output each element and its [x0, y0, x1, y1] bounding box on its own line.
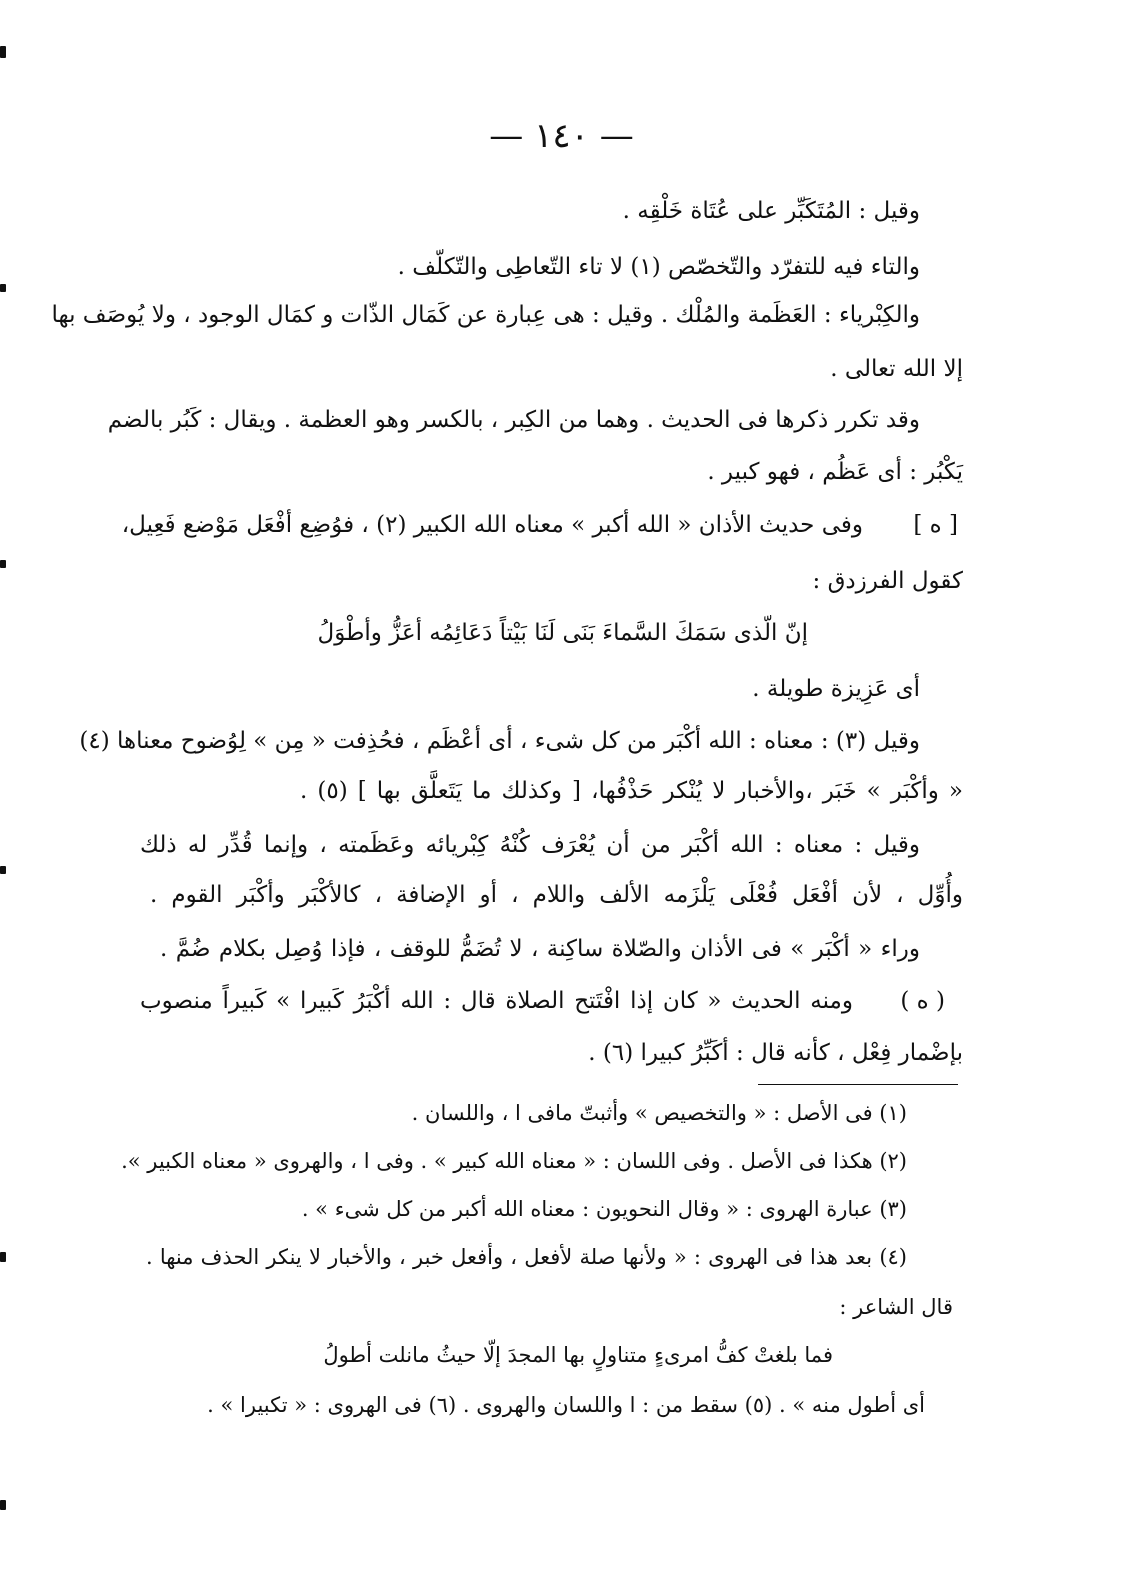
page-number: — ١٤٠ —: [489, 116, 634, 156]
text-line: يَكْبُر : أى عَظُم ، فهو كبير .: [707, 459, 963, 485]
text-line: وقيل : المُتَكَبِّر على عُتَاة خَلْقِه .: [622, 198, 920, 224]
scan-mark: [0, 1500, 6, 1510]
text-line: والتاء فيه للتفرّد والتّخصّص (١) لا تاء التّعاطِى والتّكلّف .: [397, 254, 920, 280]
text-line: بإضْمار فِعْل ، كأنه قال : أكَبِّرُ كبيرا (٦) .: [588, 1040, 963, 1066]
footnote: (٢) هكذا فى الأصل . وفى اللسان : « معناه الله كبير » . وفى ا ، والهروى « معناه الكبير ».: [121, 1149, 907, 1173]
section-marker: ( ه ): [900, 988, 945, 1014]
text-line: وقد تكرر ذكرها فى الحديث . وهما من الكِبر ، بالكسر وهو العظمة . ويقال : كَبُر بالضم: [107, 407, 920, 433]
verse-line: إنّ الّذى سَمَكَ السَّماءَ بَنَى لَنَا بَيْتاً دَعَائِمُه أعَزُّ وأطْوَلُ: [317, 620, 808, 646]
scan-mark: [0, 284, 6, 292]
scan-mark: [0, 560, 6, 568]
text-line: وقيل (٣) : معناه : الله أكْبَر من كل شىء ، أى أعْظَم ، فحُذِفت « مِن » لِوُضوح معناها (٤): [79, 728, 920, 754]
scan-mark: [0, 1252, 6, 1262]
footnote-divider: [758, 1084, 958, 1085]
scan-mark: [0, 866, 6, 874]
footnote: (٣) عبارة الهروى : « وقال النحويون : معناه الله أكبر من كل شىء » .: [301, 1197, 907, 1221]
verse-line: فما بلغتْ كفُّ امرىءٍ متناولٍ بها المجدَ إلّا حيثُ مانلت أطولُ: [323, 1343, 833, 1367]
text-line: والكِبْرياء : العَظَمة والمُلْك . وقيل : هى عِبارة عن كَمَال الذّات و كمَال الوجود ، ولا يُوصَف بها: [51, 302, 920, 328]
text-line: « وأكْبَر » خَبَر ،والأخبار لا يُنْكر حَذْفُها، [ وكذلك ما يَتَعلَّق بها ] (٥) .: [300, 778, 963, 804]
text-line: وقيل : معناه : الله أكْبَر من أن يُعْرَف كُنْهُ كِبْريائه وعَظَمته ، وإنما قُدِّر له ذلك: [140, 832, 920, 858]
text-line: ومنه الحديث « كان إذا افْتَتح الصلاة قال : الله أكْبَرُ كَبيرا » كَبيراً منصوب: [140, 988, 853, 1014]
section-marker: [ ه ]: [913, 512, 958, 538]
text-line: وراء « أكْبَر » فى الأذان والصّلاة ساكِنة ، لا تُضَمُّ للوقف ، فإذا وُصِل بكلام ضُمَّ .: [160, 936, 920, 962]
text-line: وفى حديث الأذان « الله أكبر » معناه الله الكبير (٢) ، فوُضِع أفْعَل مَوْضع فَعِيل،: [121, 512, 863, 538]
footnote: أى أطول منه » . (٥) سقط من : ا واللسان والهروى . (٦) فى الهروى : « تكبيرا » .: [207, 1393, 925, 1417]
text-line: إلا الله تعالى .: [830, 356, 963, 382]
footnote: قال الشاعر :: [839, 1295, 953, 1319]
scan-mark: [0, 46, 6, 58]
text-line: كقول الفرزدق :: [812, 568, 963, 594]
footnote: (١) فى الأصل : « والتخصيص » وأثبتّ مافى ا ، واللسان .: [411, 1101, 907, 1125]
text-line: أى عَزِيزة طويلة .: [752, 676, 920, 702]
footnote: (٤) بعد هذا فى الهروى : « ولأنها صلة لأفعل ، وأفعل خبر ، والأخبار لا ينكر الحذف منها .: [146, 1245, 907, 1269]
text-line: وأُوِّل ، لأن أفْعَل فُعْلَى يَلْزَمه الألف واللام ، أو الإضافة ، كالأكْبَر وأكْبَر القوم .: [150, 882, 963, 908]
